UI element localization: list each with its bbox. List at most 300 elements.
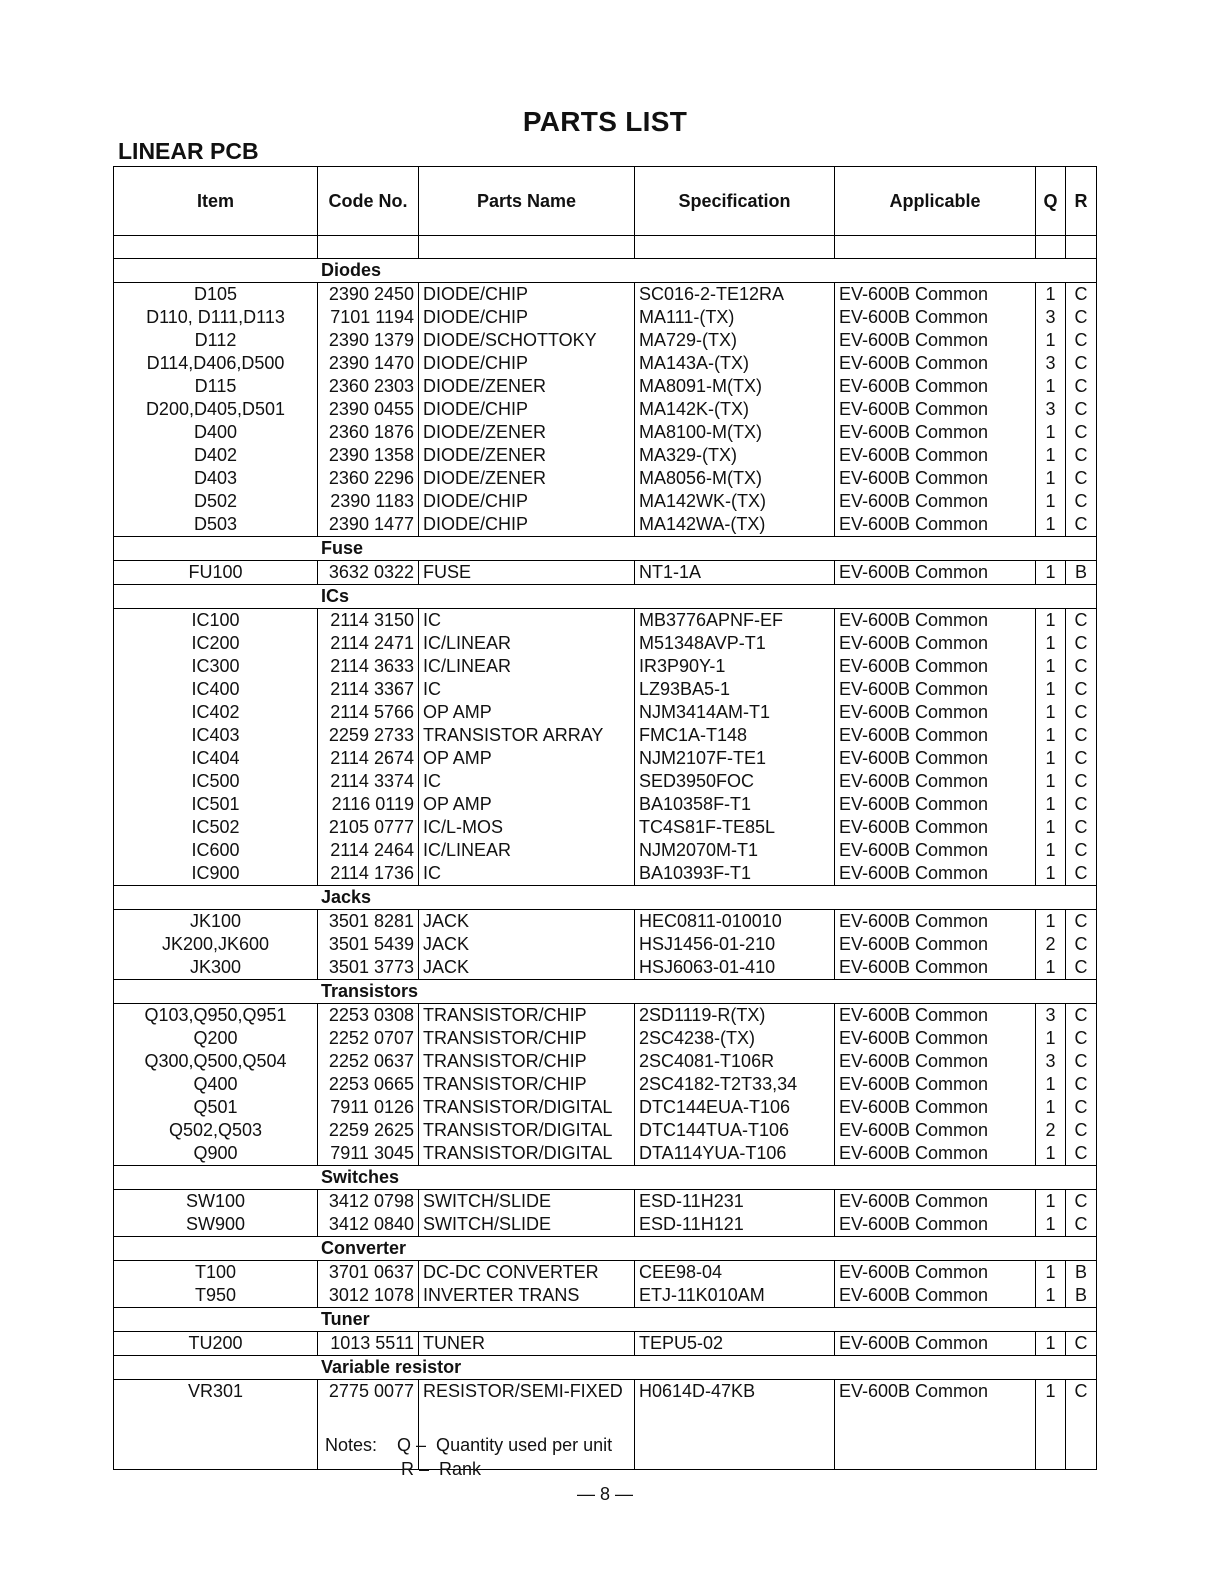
cell-name: TRANSISTOR/CHIP [419, 1027, 635, 1050]
cell-spec: SED3950FOC [635, 770, 835, 793]
cell-name: TRANSISTOR/CHIP [419, 1004, 635, 1028]
cell-name: TRANSISTOR/DIGITAL [419, 1096, 635, 1119]
cell-r: C [1066, 747, 1097, 770]
cell-q: 1 [1036, 421, 1066, 444]
table-row [114, 1190, 1097, 1214]
cell-code: 7911 3045 [318, 1142, 419, 1166]
cell-code: 2252 0707 [318, 1027, 419, 1050]
cell-r: C [1066, 910, 1097, 934]
cell-applicable: EV-600B Common [835, 747, 1036, 770]
cell-applicable: EV-600B Common [835, 770, 1036, 793]
cell-applicable: EV-600B Common [835, 1142, 1036, 1166]
cell-spec: IR3P90Y-1 [635, 655, 835, 678]
cell-q: 1 [1036, 283, 1066, 307]
table-header-row [114, 167, 1097, 236]
cell-spec: SC016-2-TE12RA [635, 283, 835, 307]
cell-applicable: EV-600B Common [835, 910, 1036, 934]
cell-name: FUSE [419, 561, 635, 585]
cell-name: IC [419, 770, 635, 793]
cell-r: C [1066, 306, 1097, 329]
cell-r: C [1066, 1050, 1097, 1073]
cell-q: 1 [1036, 444, 1066, 467]
cell-r: B [1066, 1284, 1097, 1308]
cell-q: 1 [1036, 747, 1066, 770]
cell-spec: BA10358F-T1 [635, 793, 835, 816]
cell-r: C [1066, 1096, 1097, 1119]
cell-item: D502 [114, 490, 318, 513]
cell-q: 1 [1036, 724, 1066, 747]
cell-spec: TC4S81F-TE85L [635, 816, 835, 839]
cell-r: C [1066, 1027, 1097, 1050]
cell-code: 3501 5439 [318, 933, 419, 956]
cell-spec: 2SD1119-R(TX) [635, 1004, 835, 1028]
cell-name: DIODE/CHIP [419, 283, 635, 307]
cell-name: DIODE/CHIP [419, 398, 635, 421]
table-row [114, 839, 1097, 862]
column-header-q: Q [1036, 167, 1066, 236]
cell-code: 2360 2296 [318, 467, 419, 490]
cell-name: DIODE/SCHOTTOKY [419, 329, 635, 352]
cell-r: C [1066, 329, 1097, 352]
cell-q: 1 [1036, 467, 1066, 490]
category-row [114, 1356, 1097, 1380]
cell-spec: H0614D-47KB [635, 1380, 835, 1404]
cell-applicable: EV-600B Common [835, 1213, 1036, 1237]
cell-item: D403 [114, 467, 318, 490]
parts-table [113, 166, 1097, 1470]
cell-applicable: EV-600B Common [835, 632, 1036, 655]
cell-item: Q300,Q500,Q504 [114, 1050, 318, 1073]
cell-applicable: EV-600B Common [835, 1190, 1036, 1214]
table-row [114, 1004, 1097, 1028]
table-row [114, 283, 1097, 307]
cell-r: C [1066, 678, 1097, 701]
cell-applicable: EV-600B Common [835, 444, 1036, 467]
cell-item: TU200 [114, 1332, 318, 1356]
cell-spec: 2SC4182-T2T33,34 [635, 1073, 835, 1096]
cell-applicable: EV-600B Common [835, 678, 1036, 701]
cell-name: DIODE/ZENER [419, 467, 635, 490]
cell-spec: MA8091-M(TX) [635, 375, 835, 398]
cell-name: TRANSISTOR/DIGITAL [419, 1119, 635, 1142]
cell-applicable: EV-600B Common [835, 329, 1036, 352]
cell-item: IC600 [114, 839, 318, 862]
cell-q: 1 [1036, 862, 1066, 886]
table-row [114, 956, 1097, 980]
cell-spec: 2SC4081-T106R [635, 1050, 835, 1073]
column-header-parts-name: Parts Name [419, 167, 635, 236]
cell-spec: HSJ6063-01-410 [635, 956, 835, 980]
cell-q: 3 [1036, 1004, 1066, 1028]
cell-q: 1 [1036, 1284, 1066, 1308]
cell-q: 1 [1036, 1213, 1066, 1237]
column-header-applicable: Applicable [835, 167, 1036, 236]
cell-q: 1 [1036, 513, 1066, 537]
table-row [114, 421, 1097, 444]
table-row [114, 1213, 1097, 1237]
cell-r: C [1066, 1073, 1097, 1096]
cell-code: 3012 1078 [318, 1284, 419, 1308]
cell-name: DIODE/CHIP [419, 352, 635, 375]
cell-code: 2360 2303 [318, 375, 419, 398]
cell-applicable: EV-600B Common [835, 1050, 1036, 1073]
cell-r: C [1066, 839, 1097, 862]
cell-item: IC200 [114, 632, 318, 655]
cell-spec: MA111-(TX) [635, 306, 835, 329]
cell-applicable: EV-600B Common [835, 1027, 1036, 1050]
cell-spec: DTA114YUA-T106 [635, 1142, 835, 1166]
table-row [114, 910, 1097, 934]
page-title: PARTS LIST [522, 106, 688, 137]
cell-r: C [1066, 933, 1097, 956]
cell-spec: ETJ-11K010AM [635, 1284, 835, 1308]
cell-applicable: EV-600B Common [835, 283, 1036, 307]
cell-r: C [1066, 724, 1097, 747]
cell-item: Q502,Q503 [114, 1119, 318, 1142]
table-row [114, 375, 1097, 398]
cell-spec: NJM3414AM-T1 [635, 701, 835, 724]
cell-item: IC402 [114, 701, 318, 724]
table-row [114, 1119, 1097, 1142]
cell-spec: 2SC4238-(TX) [635, 1027, 835, 1050]
table-row [114, 747, 1097, 770]
cell-item: D402 [114, 444, 318, 467]
cell-code: 2259 2733 [318, 724, 419, 747]
cell-q: 1 [1036, 375, 1066, 398]
cell-applicable: EV-600B Common [835, 793, 1036, 816]
cell-code: 2390 0455 [318, 398, 419, 421]
cell-code: 2114 3367 [318, 678, 419, 701]
cell-applicable: EV-600B Common [835, 1332, 1036, 1356]
cell-applicable: EV-600B Common [835, 1261, 1036, 1285]
cell-code: 1013 5511 [318, 1332, 419, 1356]
cell-r: C [1066, 862, 1097, 886]
cell-item: D503 [114, 513, 318, 537]
category-label: Diodes [114, 259, 1097, 283]
category-row [114, 980, 1097, 1004]
cell-name: OP AMP [419, 793, 635, 816]
cell-spec: FMC1A-T148 [635, 724, 835, 747]
cell-item: D400 [114, 421, 318, 444]
cell-code: 2390 1358 [318, 444, 419, 467]
cell-r: B [1066, 1261, 1097, 1285]
category-label: Converter [114, 1237, 1097, 1261]
category-label: Transistors [114, 980, 1097, 1004]
cell-applicable: EV-600B Common [835, 490, 1036, 513]
category-row [114, 585, 1097, 609]
cell-item: T100 [114, 1261, 318, 1285]
cell-code: 2390 1379 [318, 329, 419, 352]
cell-item: IC404 [114, 747, 318, 770]
cell-item: Q900 [114, 1142, 318, 1166]
cell-item: D105 [114, 283, 318, 307]
cell-applicable: EV-600B Common [835, 1119, 1036, 1142]
category-row [114, 1308, 1097, 1332]
cell-q: 3 [1036, 352, 1066, 375]
category-row [114, 259, 1097, 283]
cell-spec: HSJ1456-01-210 [635, 933, 835, 956]
cell-r: C [1066, 1213, 1097, 1237]
cell-code: 2114 3150 [318, 609, 419, 633]
cell-spec: TEPU5-02 [635, 1332, 835, 1356]
cell-spec: MA729-(TX) [635, 329, 835, 352]
cell-r: C [1066, 1004, 1097, 1028]
cell-q: 2 [1036, 933, 1066, 956]
cell-code: 2114 2674 [318, 747, 419, 770]
cell-code: 2105 0777 [318, 816, 419, 839]
cell-q: 3 [1036, 306, 1066, 329]
cell-code: 2390 1477 [318, 513, 419, 537]
cell-applicable: EV-600B Common [835, 421, 1036, 444]
cell-r: C [1066, 283, 1097, 307]
cell-item: Q400 [114, 1073, 318, 1096]
cell-spec: HEC0811-010010 [635, 910, 835, 934]
cell-code: 2253 0665 [318, 1073, 419, 1096]
table-row [114, 678, 1097, 701]
cell-q: 3 [1036, 398, 1066, 421]
table-row [114, 1027, 1097, 1050]
notes [325, 1433, 612, 1481]
cell-code: 2114 1736 [318, 862, 419, 886]
cell-applicable: EV-600B Common [835, 1004, 1036, 1028]
cell-q: 2 [1036, 1119, 1066, 1142]
cell-r: C [1066, 655, 1097, 678]
table-row [114, 1380, 1097, 1404]
cell-r: C [1066, 352, 1097, 375]
cell-r: C [1066, 1142, 1097, 1166]
cell-item: IC502 [114, 816, 318, 839]
cell-name: JACK [419, 956, 635, 980]
category-row [114, 537, 1097, 561]
cell-r: C [1066, 770, 1097, 793]
cell-item: Q501 [114, 1096, 318, 1119]
cell-item: D110, D111,D113 [114, 306, 318, 329]
cell-item: IC500 [114, 770, 318, 793]
table-row [114, 352, 1097, 375]
cell-item: T950 [114, 1284, 318, 1308]
cell-applicable: EV-600B Common [835, 375, 1036, 398]
cell-code: 2114 2464 [318, 839, 419, 862]
cell-q: 1 [1036, 793, 1066, 816]
notes-q-line: Q – Quantity used per unit [397, 1435, 613, 1455]
cell-name: DC-DC CONVERTER [419, 1261, 635, 1285]
table-row [114, 1284, 1097, 1308]
cell-spec: MA8100-M(TX) [635, 421, 835, 444]
cell-code: 7101 1194 [318, 306, 419, 329]
notes-r-line: R – Rank [401, 1459, 482, 1479]
cell-r: C [1066, 793, 1097, 816]
cell-item: VR301 [114, 1380, 318, 1404]
cell-r: C [1066, 609, 1097, 633]
category-label: Jacks [114, 886, 1097, 910]
cell-code: 2252 0637 [318, 1050, 419, 1073]
cell-code: 3412 0840 [318, 1213, 419, 1237]
cell-code: 3501 3773 [318, 956, 419, 980]
cell-r: C [1066, 1380, 1097, 1404]
table-row [114, 609, 1097, 633]
cell-item: D114,D406,D500 [114, 352, 318, 375]
cell-item: JK300 [114, 956, 318, 980]
cell-applicable: EV-600B Common [835, 467, 1036, 490]
cell-name: IC/LINEAR [419, 632, 635, 655]
table-row [114, 933, 1097, 956]
cell-name: SWITCH/SLIDE [419, 1190, 635, 1214]
category-row [114, 1166, 1097, 1190]
cell-q: 1 [1036, 1096, 1066, 1119]
cell-item: IC100 [114, 609, 318, 633]
cell-code: 2253 0308 [318, 1004, 419, 1028]
cell-code: 2390 1470 [318, 352, 419, 375]
cell-q: 1 [1036, 1380, 1066, 1404]
cell-r: C [1066, 816, 1097, 839]
cell-name: TUNER [419, 1332, 635, 1356]
cell-name: JACK [419, 910, 635, 934]
cell-r: C [1066, 701, 1097, 724]
cell-name: RESISTOR/SEMI-FIXED [419, 1380, 635, 1404]
cell-spec: NJM2107F-TE1 [635, 747, 835, 770]
spacer-row [114, 236, 1097, 259]
cell-q: 1 [1036, 561, 1066, 585]
cell-name: IC/LINEAR [419, 839, 635, 862]
cell-spec: LZ93BA5-1 [635, 678, 835, 701]
cell-spec: MB3776APNF-EF [635, 609, 835, 633]
cell-item: JK100 [114, 910, 318, 934]
cell-applicable: EV-600B Common [835, 352, 1036, 375]
cell-code: 2390 2450 [318, 283, 419, 307]
cell-r: C [1066, 444, 1097, 467]
parts-table-body [114, 236, 1097, 1470]
cell-q: 1 [1036, 770, 1066, 793]
cell-name: TRANSISTOR/CHIP [419, 1050, 635, 1073]
notes-label: Notes: [325, 1435, 378, 1455]
cell-name: OP AMP [419, 701, 635, 724]
table-row [114, 490, 1097, 513]
cell-item: JK200,JK600 [114, 933, 318, 956]
table-row [114, 467, 1097, 490]
page-number: — 8 — [576, 1484, 633, 1504]
cell-item: IC403 [114, 724, 318, 747]
cell-applicable: EV-600B Common [835, 839, 1036, 862]
cell-applicable: EV-600B Common [835, 701, 1036, 724]
cell-q: 1 [1036, 910, 1066, 934]
cell-name: SWITCH/SLIDE [419, 1213, 635, 1237]
cell-applicable: EV-600B Common [835, 1096, 1036, 1119]
cell-r: C [1066, 632, 1097, 655]
cell-q: 1 [1036, 839, 1066, 862]
cell-q: 1 [1036, 609, 1066, 633]
cell-item: D115 [114, 375, 318, 398]
cell-item: SW100 [114, 1190, 318, 1214]
cell-name: DIODE/ZENER [419, 444, 635, 467]
cell-applicable: EV-600B Common [835, 816, 1036, 839]
cell-name: DIODE/ZENER [419, 421, 635, 444]
table-row [114, 398, 1097, 421]
cell-applicable: EV-600B Common [835, 398, 1036, 421]
cell-q: 1 [1036, 1073, 1066, 1096]
table-row [114, 793, 1097, 816]
cell-applicable: EV-600B Common [835, 513, 1036, 537]
cell-code: 3701 0637 [318, 1261, 419, 1285]
table-row [114, 816, 1097, 839]
category-row [114, 1237, 1097, 1261]
cell-spec: MA142WK-(TX) [635, 490, 835, 513]
cell-item: IC400 [114, 678, 318, 701]
cell-name: TRANSISTOR/CHIP [419, 1073, 635, 1096]
cell-item: D112 [114, 329, 318, 352]
cell-applicable: EV-600B Common [835, 724, 1036, 747]
cell-r: C [1066, 1190, 1097, 1214]
table-row [114, 770, 1097, 793]
cell-r: C [1066, 513, 1097, 537]
cell-spec: BA10393F-T1 [635, 862, 835, 886]
cell-code: 2114 5766 [318, 701, 419, 724]
cell-applicable: EV-600B Common [835, 933, 1036, 956]
category-row [114, 886, 1097, 910]
cell-code: 2259 2625 [318, 1119, 419, 1142]
cell-code: 3501 8281 [318, 910, 419, 934]
cell-q: 1 [1036, 1261, 1066, 1285]
table-row [114, 701, 1097, 724]
cell-name: TRANSISTOR ARRAY [419, 724, 635, 747]
cell-item: Q200 [114, 1027, 318, 1050]
column-header-r: R [1066, 167, 1097, 236]
cell-q: 1 [1036, 701, 1066, 724]
cell-applicable: EV-600B Common [835, 561, 1036, 585]
cell-q: 1 [1036, 1027, 1066, 1050]
cell-spec: MA142K-(TX) [635, 398, 835, 421]
cell-code: 2360 1876 [318, 421, 419, 444]
table-row [114, 1332, 1097, 1356]
cell-spec: MA143A-(TX) [635, 352, 835, 375]
cell-q: 1 [1036, 678, 1066, 701]
cell-item: IC501 [114, 793, 318, 816]
cell-item: IC900 [114, 862, 318, 886]
cell-r: C [1066, 467, 1097, 490]
category-label: Tuner [114, 1308, 1097, 1332]
table-row [114, 1261, 1097, 1285]
cell-code: 2114 2471 [318, 632, 419, 655]
cell-r: C [1066, 421, 1097, 444]
cell-name: IC [419, 862, 635, 886]
cell-q: 1 [1036, 1190, 1066, 1214]
cell-q: 1 [1036, 816, 1066, 839]
cell-applicable: EV-600B Common [835, 609, 1036, 633]
cell-r: C [1066, 375, 1097, 398]
cell-r: C [1066, 1332, 1097, 1356]
category-label: ICs [114, 585, 1097, 609]
table-row [114, 513, 1097, 537]
cell-applicable: EV-600B Common [835, 1380, 1036, 1404]
column-header-item: Item [114, 167, 318, 236]
cell-applicable: EV-600B Common [835, 655, 1036, 678]
cell-spec: MA329-(TX) [635, 444, 835, 467]
table-row [114, 862, 1097, 886]
cell-spec: DTC144EUA-T106 [635, 1096, 835, 1119]
cell-name: DIODE/CHIP [419, 306, 635, 329]
cell-name: TRANSISTOR/DIGITAL [419, 1142, 635, 1166]
cell-name: JACK [419, 933, 635, 956]
table-row [114, 1096, 1097, 1119]
cell-code: 2114 3633 [318, 655, 419, 678]
table-row [114, 1050, 1097, 1073]
cell-spec: DTC144TUA-T106 [635, 1119, 835, 1142]
cell-r: C [1066, 956, 1097, 980]
cell-r: C [1066, 398, 1097, 421]
cell-r: C [1066, 490, 1097, 513]
section-subtitle: LINEAR PCB [118, 138, 259, 164]
cell-code: 3632 0322 [318, 561, 419, 585]
cell-applicable: EV-600B Common [835, 862, 1036, 886]
